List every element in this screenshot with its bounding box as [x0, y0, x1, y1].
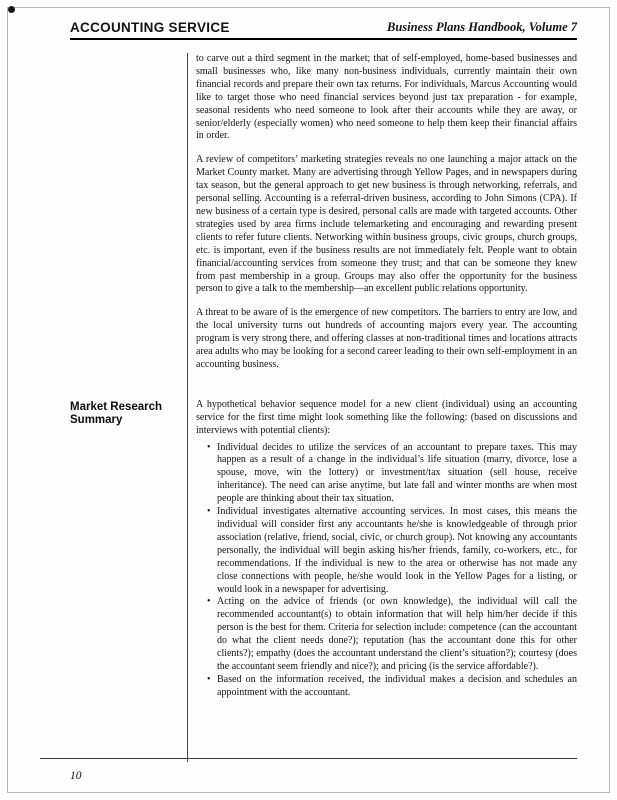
header-rule-row — [70, 20, 577, 40]
bullet-item — [206, 442, 577, 507]
bullet-text: Individual decides to utilize the services of an accountant to prepare taxes. This may happen as a result of a change in the individual’s life situation (marry, divorce, lose a spouse, move, win the lottery) or investment/tax situation (sell house, receive inheritance). The need can arise anytime, but late fall and winter months are when most people are thinking about their tax situation. — [217, 441, 577, 505]
section-market-continuation — [70, 53, 577, 399]
scan-artifact — [8, 6, 15, 13]
bullet-item — [206, 674, 577, 700]
page-number: 10 — [70, 770, 82, 782]
bullet-marker: • — [207, 673, 211, 685]
body-paragraph: A hypothetical behavior sequence model for a new client (individual) using an accounting service for the first time might look something like the following: (based on discussions and interviews with potential clients): — [196, 398, 577, 436]
bullet-marker: • — [207, 596, 211, 608]
body-column — [187, 53, 577, 399]
body-paragraph: to carve out a third segment in the market; that of self-employed, home-based businesses and small businesses who, like many non-business individuals, currently maintain their own financial records and prepare their own tax returns. For individuals, Marcus Accounting would like to target those who need financial services beyond just tax preparation - for example, seasonal residents who need someone to look after their accounts while they are away, or senior/elderly (especially women) who need someone to help them keep their financial affairs in order. — [196, 53, 577, 142]
sidebar-section-heading: Market Research Summary — [70, 400, 163, 427]
body-paragraph: A threat to be aware of is the emergence of new competitors. The barriers to entry are low, and the local university turns out hundreds of accounting majors every year. The accounting program is very strong there, and offering classes at non-traditional times and locations attracts area adults who may be looking for a second career leading to their own self-employment in an accounting business. — [196, 307, 577, 370]
bullet-text: Based on the information received, the individual makes a decision and schedules an appointment with the accountant. — [217, 673, 577, 698]
page-footer — [40, 758, 577, 784]
bullet-item — [206, 506, 577, 596]
page-content — [70, 53, 577, 762]
bullet-text: Individual investigates alternative accounting services. In most cases, this means the individual will consider first any accountants he/she is knowledgeable of through prior association (relative, friend, social, civic, or church group). Not knowing any accountants personally, the individual will begin asking his/her friends, family, co-workers, etc., for recommendations. If the individual is new to the area or otherwise has not made any close connections with people, he/she would look in the Yellow Pages for a listing, or would look in a newspaper for advertising. — [217, 506, 577, 595]
body-column — [187, 399, 577, 762]
bullet-text: Acting on the advice of friends (or own knowledge), the individual will call the recommended accountant(s) to obtain information that will help him/her decide if this person is the best for them. Criteria for selection include: competence (can the accountant do what the client needs done?); reputation (has the accountant done this for other clients?); empathy (does the accountant understand the client’s situation?); courtesy (does the accountant seem friendly and nice?); and pricing (is the service affordable?). — [217, 596, 577, 672]
section-market-research-summary — [70, 399, 577, 762]
body-paragraph: A review of competitors’ marketing strategies reveals no one launching a major attack on the Market County market. Many are advertising through Yellow Pages, and in newspapers during tax season, but the general approach to get new business is through networking, referrals, and personal selling. Accounting is a referral-driven business, according to John Simons (CPA). If new business of a certain type is desired, personal calls are made with targeted accounts. Other strategies used by area firms include telemarketing and encouraging and rewarding present clients to refer future clients. Networking within business groups, civic groups, church groups, etc. is important, even if the business results are not immediately felt. People want to obtain financial/accounting services from someone they trust; and that can be someone they knew from past membership in a group. Groups may also offer the opportunity for the business person to give a talk to the membership—an excellent public relations opportunity. — [196, 154, 577, 295]
bullet-list — [196, 442, 577, 700]
bullet-marker: • — [207, 441, 211, 453]
bullet-item — [206, 596, 577, 673]
margin-column — [70, 399, 187, 762]
bullet-marker: • — [207, 506, 211, 518]
document-title: ACCOUNTING SERVICE — [70, 20, 230, 35]
volume-title: Business Plans Handbook, Volume 7 — [387, 20, 577, 34]
margin-column — [70, 53, 187, 399]
page-header — [0, 0, 617, 40]
